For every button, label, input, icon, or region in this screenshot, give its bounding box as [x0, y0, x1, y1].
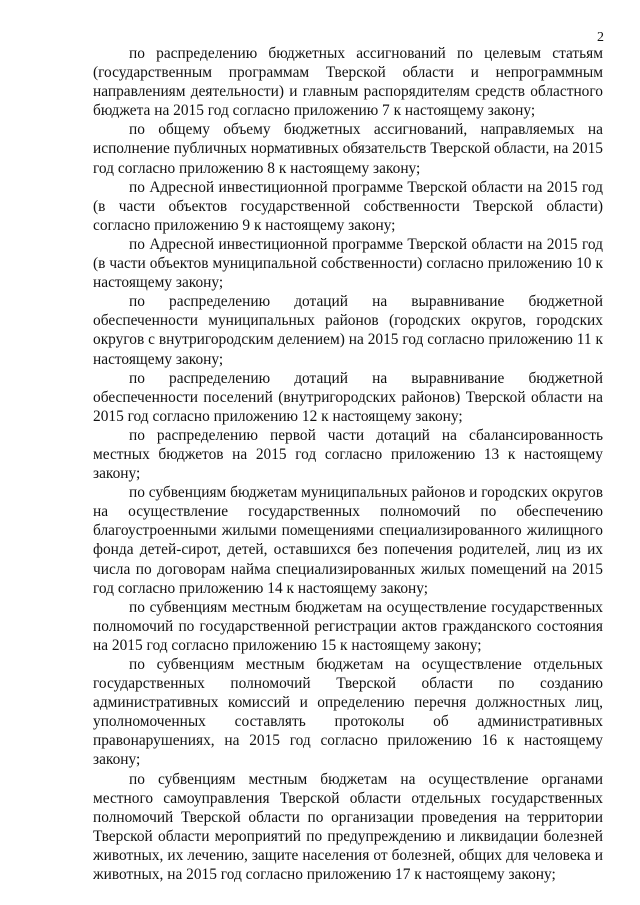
document-body — [93, 44, 603, 884]
paragraph: по субвенциям местным бюджетам на осуществление органами местного самоуправления Тверской области отдельных государственных полномочий Тверской области по организации проведения на территории Тверской области мероприятий по предупреждению и ликвидации болезней животных, их лечению, защите населения от болезней, общих для человека и животных, на 2015 год согласно приложению 17 к настоящему закону; — [93, 770, 603, 884]
paragraph: по общему объему бюджетных ассигнований, направляемых на исполнение публичных нормативных обязательств Тверской области, на 2015 год согласно приложению 8 к настоящему закону; — [93, 121, 603, 177]
paragraph: по распределению бюджетных ассигнований по целевым статьям (государственным программам Тверской области и непрограммным направлениям деятельности) и главным распорядителям средств областного бюджета на 2015 год согласно приложению 7 к настоящему закону; — [93, 45, 603, 120]
paragraph: по субвенциям бюджетам муниципальных районов и городских округов на осуществление государственных полномочий по обеспечению благоустроенными жилыми помещениями специализированного жилищного фонда детей-сирот, детей, оставшихся без попечения родителей, лиц из их числа по договорам найма специализированных жилых помещений на 2015 год согласно приложению 14 к настоящему закону; — [93, 484, 603, 597]
paragraph: по распределению первой части дотаций на сбалансированность местных бюджетов на 2015 год согласно приложению 13 к настоящему закону; — [93, 426, 603, 483]
paragraph: по распределению дотаций на выравнивание бюджетной обеспеченности поселений (внутригородских районов) Тверской области на 2015 год согласно приложению 12 к настоящему закону; — [93, 369, 603, 425]
paragraph: по субвенциям местным бюджетам на осуществление государственных полномочий по государственной регистрации актов гражданского состояния на 2015 год согласно приложению 15 к настоящему закону; — [93, 598, 603, 654]
paragraph: по Адресной инвестиционной программе Тверской области на 2015 год (в части объектов государственной собственности Тверской области) согласно приложению 9 к настоящему закону; — [93, 178, 603, 234]
page-number: 2 — [597, 30, 604, 45]
paragraph: по Адресной инвестиционной программе Тверской области на 2015 год (в части объектов муниципальной собственности) согласно приложению 10 к настоящему закону; — [93, 235, 603, 292]
paragraph: по субвенциям местным бюджетам на осуществление отдельных государственных полномочий Тверской области по созданию административных комиссий и определению перечня должностных лиц, уполномоченных составлять протоколы об административных правонарушениях, на 2015 год согласно приложению 16 к настоящему закону; — [93, 656, 603, 769]
paragraph: по распределению дотаций на выравнивание бюджетной обеспеченности муниципальных районов (городских округов, городских округов с внутригородским делением) на 2015 год согласно приложению 11 к настоящему закону; — [93, 293, 603, 368]
